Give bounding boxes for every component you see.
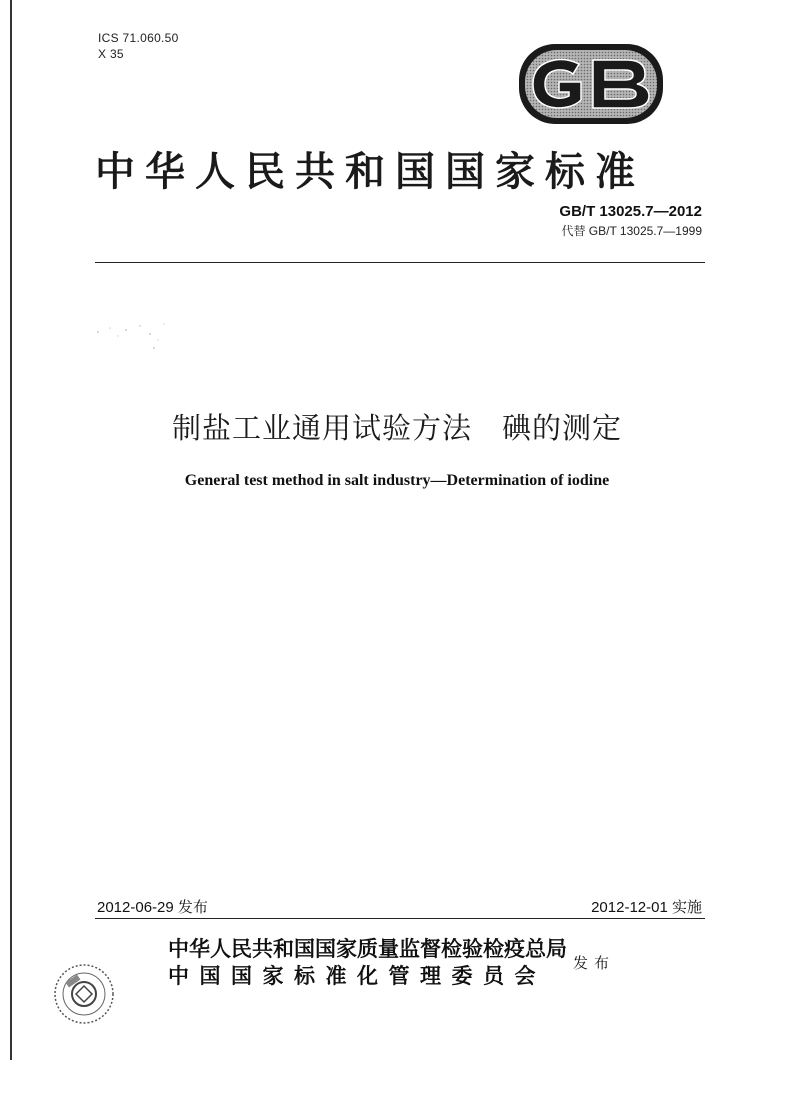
issuing-authorities [168,936,567,990]
standard-category-title: 中华人民共和国国家标准 [95,148,645,195]
document-title-en: General test method in salt industry—Determination of iodine [184,472,610,489]
ics-code: ICS 71.060.50 [98,31,179,45]
gb-logo [517,42,665,126]
header-divider [95,262,705,263]
footer-divider [95,918,705,919]
class-code: X 35 [98,47,124,61]
replaces-standard: 代替 GB/T 13025.7—1999 [561,224,702,238]
standard-number: GB/T 13025.7—2012 [559,203,702,220]
issuer-sac: 中国国家标准化管理委员会 [168,964,546,988]
scan-noise [92,318,172,358]
seal-stamp-icon [52,962,116,1026]
classification-block [98,30,179,62]
issuer-aqsiq: 中华人民共和国国家质量监督检验检疫总局 [168,937,567,961]
document-title-cn: 制盐工业通用试验方法 碘的测定 [171,411,622,445]
issue-date: 2012-06-29 发布 [97,899,208,916]
implement-date: 2012-12-01 实施 [591,899,702,916]
page-edge [10,0,12,1060]
publish-label: 发布 [573,954,616,972]
